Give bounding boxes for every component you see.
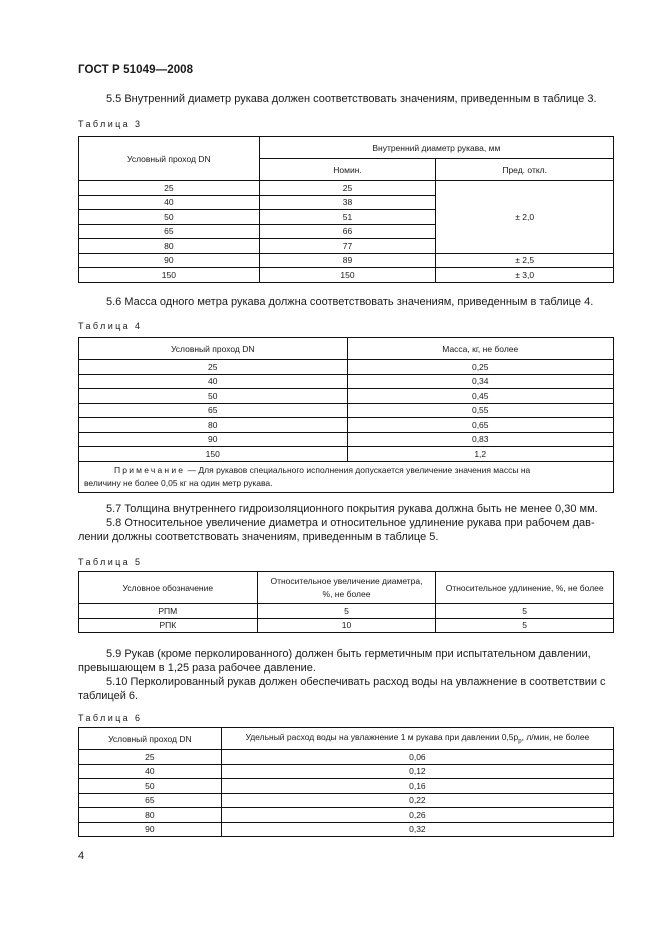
paragraph-5-10-continued: таблицей 6. bbox=[78, 690, 139, 702]
table-4-cell-dn: 90 bbox=[79, 432, 348, 447]
table-5-header-diameter-line2: %, не более bbox=[322, 588, 371, 599]
table-6-cell-dn: 40 bbox=[79, 764, 222, 779]
table-6-header-flow-symbol: р bbox=[513, 732, 519, 743]
table-row bbox=[79, 360, 614, 375]
table-4-cell-dn: 25 bbox=[79, 360, 348, 375]
note-label: Примечание bbox=[114, 464, 186, 475]
table-row bbox=[79, 389, 614, 404]
table-row bbox=[79, 808, 614, 823]
table-row bbox=[79, 618, 614, 633]
table-row bbox=[79, 253, 614, 268]
table-3-cell-dn: 150 bbox=[79, 268, 260, 283]
table-3-cell-nominal: 66 bbox=[259, 224, 436, 239]
table-5-header-mark: Условное обозначение bbox=[79, 572, 258, 604]
table-4-header-dn: Условный проход DN bbox=[79, 338, 348, 360]
table-6-cell-flow: 0,12 bbox=[221, 764, 613, 779]
table-6-cell-dn: 90 bbox=[79, 822, 222, 837]
table-3-cell-nominal: 51 bbox=[259, 210, 436, 225]
table-5-cell-diameter: 5 bbox=[257, 604, 436, 619]
table-5-cell-mark: РПМ bbox=[79, 604, 258, 619]
paragraph-5-5: 5.5 Внутренний диаметр рукава должен соответствовать значениям, приведенным в таблице 3. bbox=[106, 93, 597, 105]
table-5-header-diameter bbox=[257, 572, 436, 604]
table-4-cell-dn: 50 bbox=[79, 389, 348, 404]
table-row bbox=[79, 432, 614, 447]
table-3-header-diameter: Внутренний диаметр рукава, мм bbox=[259, 137, 613, 159]
paragraph-5-9-continued: превышающем в 1,25 раза рабочее давление. bbox=[78, 662, 316, 674]
table-5 bbox=[78, 571, 614, 633]
table-3-cell-dn: 65 bbox=[79, 224, 260, 239]
table-5-caption: Таблица 5 bbox=[78, 557, 143, 567]
table-row bbox=[79, 374, 614, 389]
table-row bbox=[79, 779, 614, 794]
table-3-cell-dn: 50 bbox=[79, 210, 260, 225]
table-3-cell-nominal: 38 bbox=[259, 195, 436, 210]
table-3-cell-dn: 90 bbox=[79, 253, 260, 268]
table-6-cell-flow: 0,16 bbox=[221, 779, 613, 794]
table-row bbox=[79, 604, 614, 619]
table-6-cell-dn: 65 bbox=[79, 793, 222, 808]
table-4-cell-dn: 65 bbox=[79, 403, 348, 418]
table-4 bbox=[78, 337, 614, 493]
table-4-cell-mass: 0,45 bbox=[347, 389, 614, 404]
table-5-cell-elongation: 5 bbox=[436, 618, 614, 633]
table-6-header-flow-unit: , л/мин, не более bbox=[521, 732, 590, 743]
table-3-header-dn: Условный проход DN bbox=[79, 137, 260, 181]
table-row bbox=[79, 764, 614, 779]
table-3-cell-nominal: 89 bbox=[259, 253, 436, 268]
table-3-cell-deviation: ± 2,0 bbox=[436, 181, 614, 254]
table-3-header-nominal: Номин. bbox=[259, 159, 436, 181]
table-3-header-deviation: Пред. откл. bbox=[436, 159, 614, 181]
table-6-cell-dn: 50 bbox=[79, 779, 222, 794]
table-4-note bbox=[79, 461, 614, 492]
table-3 bbox=[78, 136, 614, 283]
note-text-continued: величину не более 0,05 кг на один метр рукава. bbox=[84, 477, 273, 488]
table-row bbox=[79, 181, 614, 196]
table-4-cell-dn: 150 bbox=[79, 447, 348, 462]
paragraph-5-9: 5.9 Рукав (кроме перколированного) должен быть герметичным при испытательном давлении, bbox=[106, 648, 591, 660]
table-4-header-mass: Масса, кг, не более bbox=[347, 338, 614, 360]
table-4-cell-mass: 1,2 bbox=[347, 447, 614, 462]
document-title: ГОСТ Р 51049—2008 bbox=[78, 64, 194, 76]
table-4-cell-mass: 0,83 bbox=[347, 432, 614, 447]
paragraph-5-6: 5.6 Масса одного метра рукава должна соответствовать значениям, приведенным в таблице 4. bbox=[106, 296, 594, 308]
table-4-cell-mass: 0,34 bbox=[347, 374, 614, 389]
table-5-header-diameter-line1: Относительное увеличение диаметра, bbox=[270, 575, 423, 586]
table-row bbox=[79, 418, 614, 433]
table-3-cell-nominal: 77 bbox=[259, 239, 436, 254]
table-row bbox=[79, 750, 614, 765]
table-row bbox=[79, 403, 614, 418]
table-5-header-elongation: Относительное удлинение, %, не более bbox=[436, 572, 614, 604]
paragraph-5-8: 5.8 Относительное увеличение диаметра и относительное удлинение рукава при рабочем дав- bbox=[106, 517, 595, 529]
table-3-cell-nominal: 150 bbox=[259, 268, 436, 283]
table-3-cell-deviation: ± 2,5 bbox=[436, 253, 614, 268]
table-6-header-flow-subscript: р bbox=[518, 738, 522, 745]
table-6-cell-dn: 80 bbox=[79, 808, 222, 823]
table-4-cell-mass: 0,55 bbox=[347, 403, 614, 418]
table-6-cell-flow: 0,32 bbox=[221, 822, 613, 837]
table-6-header-flow bbox=[221, 728, 613, 750]
paragraph-5-7: 5.7 Толщина внутреннего гидроизоляционного покрытия рукава должна быть не менее 0,30 мм. bbox=[106, 503, 598, 515]
table-5-cell-diameter: 10 bbox=[257, 618, 436, 633]
table-5-cell-mark: РПК bbox=[79, 618, 258, 633]
table-4-cell-dn: 40 bbox=[79, 374, 348, 389]
table-3-cell-dn: 80 bbox=[79, 239, 260, 254]
table-6-cell-flow: 0,26 bbox=[221, 808, 613, 823]
table-row bbox=[79, 822, 614, 837]
table-6-cell-flow: 0,06 bbox=[221, 750, 613, 765]
paragraph-5-8-continued: лении должны соответствовать значениям, приведенным в таблице 5. bbox=[78, 531, 439, 543]
table-6-caption: Таблица 6 bbox=[78, 713, 143, 723]
table-6-header-flow-text: Удельный расход воды на увлажнение 1 м рукава при давлении 0,5 bbox=[245, 732, 514, 743]
page-number: 4 bbox=[78, 850, 85, 862]
paragraph-5-10: 5.10 Перколированный рукав должен обеспечивать расход воды на увлажнение в соответствии с bbox=[106, 676, 606, 688]
table-3-cell-dn: 25 bbox=[79, 181, 260, 196]
table-3-cell-deviation: ± 3,0 bbox=[436, 268, 614, 283]
table-row bbox=[79, 447, 614, 462]
table-3-cell-dn: 40 bbox=[79, 195, 260, 210]
table-6-cell-flow: 0,22 bbox=[221, 793, 613, 808]
note-text: — Для рукавов специального исполнения допускается увеличение значения массы на bbox=[185, 464, 531, 475]
table-4-cell-dn: 80 bbox=[79, 418, 348, 433]
table-row bbox=[79, 793, 614, 808]
table-4-caption: Таблица 4 bbox=[78, 321, 143, 331]
table-3-cell-nominal: 25 bbox=[259, 181, 436, 196]
table-6-header-dn: Условный проход DN bbox=[79, 728, 222, 750]
table-row bbox=[79, 268, 614, 283]
table-6 bbox=[78, 727, 614, 837]
table-6-cell-dn: 25 bbox=[79, 750, 222, 765]
table-4-cell-mass: 0,65 bbox=[347, 418, 614, 433]
table-4-cell-mass: 0,25 bbox=[347, 360, 614, 375]
table-5-cell-elongation: 5 bbox=[436, 604, 614, 619]
table-3-caption: Таблица 3 bbox=[78, 119, 143, 129]
